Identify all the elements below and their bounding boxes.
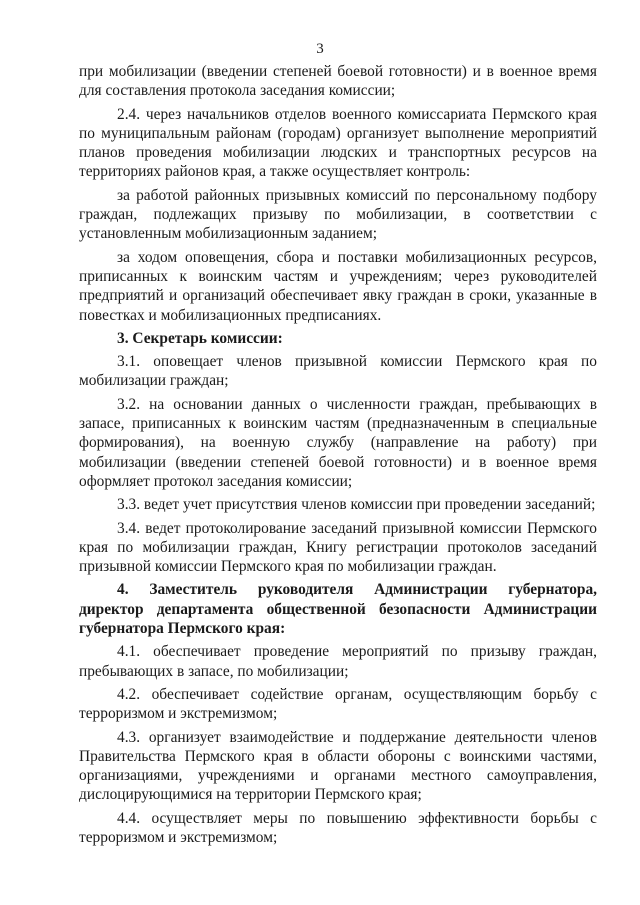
page-number: 3 [316, 41, 324, 57]
heading-section-4: 4. Заместитель руководителя Администрации губернатора, директор департамента общественной безопасности Администрации губернатора Пермского края: [79, 581, 597, 638]
paragraph-3-1: 3.1. оповещает членов призывной комиссии Пермского края по мобилизации граждан; [79, 353, 597, 390]
paragraph-4-4: 4.4. осуществляет меры по повышению эффективности борьбы с терроризмом и экстремизмом; [79, 809, 597, 846]
document-body [79, 62, 597, 847]
paragraph-control-notification: за ходом оповещения, сбора и поставки мобилизационных ресурсов, приписанных к воинским частям и учреждениям; через руководителей предприятий и организаций обеспечивает явку граждан в сроки, указанные в повестках и мобилизационных предписаниях. [79, 248, 597, 324]
paragraph-3-2: 3.2. на основании данных о численности граждан, пребывающих в запасе, приписанных к воинским частям (предназначенным в специальные формирования), на военную службу (направление на работу) при мобилизации (введении степеней боевой готовности) и в военное время оформляет протокол заседания комиссии; [79, 395, 597, 490]
paragraph-3-3: 3.3. ведет учет присутствия членов комиссии при проведении заседаний; [117, 496, 596, 514]
paragraph-2-4: 2.4. через начальников отделов военного комиссариата Пермского края по муниципальным районам (городам) организует выполнение мероприятий планов проведения мобилизации людских и транспортных ресурсов на территориях районов края, а также осуществляет контроль: [79, 105, 597, 181]
paragraph-3-4: 3.4. ведет протоколирование заседаний призывной комиссии Пермского края по мобилизации граждан, Книгу регистрации протоколов заседаний призывной комиссии Пермского края по мобилизации граждан. [79, 519, 597, 576]
paragraph-4-1: 4.1. обеспечивает проведение мероприятий по призыву граждан, пребывающих в запасе, по мобилизации; [79, 643, 597, 680]
heading-section-3: 3. Секретарь комиссии: [117, 329, 283, 347]
paragraph-4-3: 4.3. организует взаимодействие и поддержание деятельности членов Правительства Пермского края в области обороны с воинскими частями, организациями, учреждениями и органами местного самоуправления, дислоцирующимися на территории Пермского края; [79, 728, 597, 804]
paragraph-control-district-commissions: за работой районных призывных комиссий по персональному подбору граждан, подлежащих призыву по мобилизации, в соответствии с установленным мобилизационным заданием; [79, 186, 597, 243]
paragraph-4-2: 4.2. обеспечивает содействие органам, осуществляющим борьбу с терроризмом и экстремизмом; [79, 685, 597, 723]
paragraph-mobilization-protocol: при мобилизации (введении степеней боевой готовности) и в военное время для составления протокола заседания комиссии; [79, 63, 597, 100]
